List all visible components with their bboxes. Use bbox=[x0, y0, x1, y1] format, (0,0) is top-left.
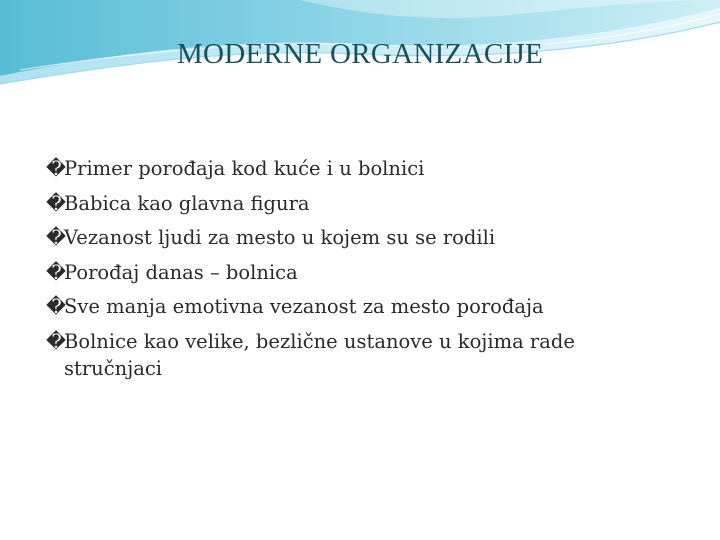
bullet-icon: � bbox=[46, 157, 66, 180]
bullet-icon: � bbox=[46, 329, 66, 353]
list-item bbox=[46, 290, 666, 325]
bullet-icon: � bbox=[46, 191, 66, 215]
bullet-icon: � bbox=[46, 295, 66, 318]
list-item bbox=[46, 221, 666, 256]
list-item bbox=[46, 152, 666, 187]
list-item bbox=[46, 325, 666, 383]
bullet-icon: � bbox=[46, 260, 66, 284]
slide-title: MODERNE ORGANIZACIJE bbox=[176, 38, 544, 70]
bullet-text: Bolnice kao velike, bezlične ustanove u kojima rade bbox=[64, 329, 575, 353]
bullet-text: Babica kao glavna figura bbox=[64, 191, 310, 215]
list-item bbox=[46, 187, 666, 222]
bullet-text-continuation: stručnjaci bbox=[64, 357, 163, 380]
bullet-text: Primer porođaja kod kuće i u bolnici bbox=[64, 157, 425, 180]
bullet-text: Porođaj danas – bolnica bbox=[64, 260, 298, 284]
bullet-list bbox=[46, 152, 666, 382]
bullet-text: Sve manja emotivna vezanost za mesto porođaja bbox=[64, 295, 544, 318]
bullet-icon: � bbox=[46, 226, 66, 249]
list-item bbox=[46, 256, 666, 291]
bullet-text: Vezanost ljudi za mesto u kojem su se rodili bbox=[64, 226, 496, 249]
